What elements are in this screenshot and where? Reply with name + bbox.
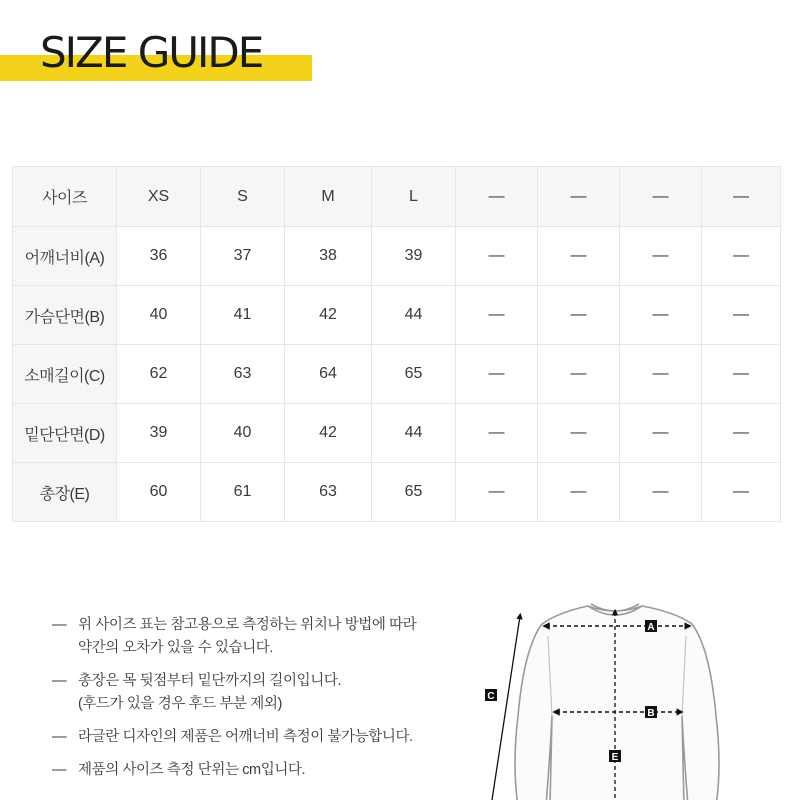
row-label-cell: 밑단단면(D) [13,404,117,463]
value-cell: 41 [201,286,285,345]
table-row [13,286,781,345]
value-cell: — [702,286,781,345]
label-c: C [487,691,495,702]
sweatshirt-outline [515,604,719,800]
value-cell: — [456,345,538,404]
value-cell: — [620,345,702,404]
note-raglan [52,726,472,749]
value-cell: 63 [201,345,285,404]
value-cell: — [538,404,620,463]
value-cell: — [620,227,702,286]
label-e: E [611,752,619,763]
value-cell: — [456,463,538,522]
note-reference [52,614,472,660]
value-cell: — [456,404,538,463]
note-unit [52,759,472,782]
note-text: 총장은 목 뒷점부터 밑단까지의 길이입니다. [78,673,342,689]
row-label-cell: 총장(E) [13,463,117,522]
value-cell: — [702,227,781,286]
header-label-cell: 사이즈 [13,167,117,227]
value-cell: — [456,286,538,345]
value-cell: 38 [285,227,372,286]
value-cell: — [702,463,781,522]
header-size-cell: — [702,167,781,227]
note-dash: — [52,762,67,778]
value-cell: 39 [372,227,456,286]
value-cell: 42 [285,286,372,345]
table-header-row [13,167,781,227]
value-cell: — [620,404,702,463]
page-title [40,28,262,78]
header-size-cell: L [372,167,456,227]
page-header [0,28,312,84]
value-cell: 62 [117,345,201,404]
value-cell: — [702,345,781,404]
header-size-cell: — [456,167,538,227]
label-b: B [647,708,655,719]
value-cell: — [538,345,620,404]
note-text: 라글란 디자인의 제품은 어깨너비 측정이 불가능합니다. [78,729,413,745]
value-cell: 39 [117,404,201,463]
note-dash: — [52,729,67,745]
note-text: 위 사이즈 표는 참고용으로 측정하는 위치나 방법에 따라 [78,617,417,633]
measurement-notes [52,614,472,792]
value-cell: 40 [201,404,285,463]
value-cell: — [702,404,781,463]
value-cell: 61 [201,463,285,522]
note-dash: — [52,617,67,633]
title-guide: GUIDE [137,28,263,77]
table-row [13,463,781,522]
header-size-cell: XS [117,167,201,227]
label-a: A [647,622,655,633]
value-cell: 36 [117,227,201,286]
value-cell: 60 [117,463,201,522]
note-text: 제품의 사이즈 측정 단위는 cm입니다. [78,762,306,778]
value-cell: — [538,227,620,286]
value-cell: 65 [372,463,456,522]
value-cell: 42 [285,404,372,463]
title-size: SIZE [40,28,127,77]
table-row [13,404,781,463]
header-size-cell: M [285,167,372,227]
header-size-cell: — [538,167,620,227]
note-text: 약간의 오차가 있을 수 있습니다. [78,640,274,656]
value-cell: 40 [117,286,201,345]
value-cell: — [620,286,702,345]
header-size-cell: S [201,167,285,227]
size-table [12,166,781,522]
value-cell: 37 [201,227,285,286]
value-cell: 65 [372,345,456,404]
row-label-cell: 어깨너비(A) [13,227,117,286]
value-cell: 44 [372,404,456,463]
row-label-cell: 소매길이(C) [13,345,117,404]
value-cell: — [456,227,538,286]
value-cell: — [538,463,620,522]
note-total-length [52,670,472,716]
table-row [13,345,781,404]
value-cell: 44 [372,286,456,345]
table-row [13,227,781,286]
value-cell: 64 [285,345,372,404]
value-cell: 63 [285,463,372,522]
size-table-body [13,167,781,522]
value-cell: — [620,463,702,522]
sweatshirt-diagram [470,596,800,800]
row-label-cell: 가슴단면(B) [13,286,117,345]
header-size-cell: — [620,167,702,227]
note-text: (후드가 있을 경우 후드 부분 제외) [78,696,282,712]
value-cell: — [538,286,620,345]
note-dash: — [52,673,67,689]
